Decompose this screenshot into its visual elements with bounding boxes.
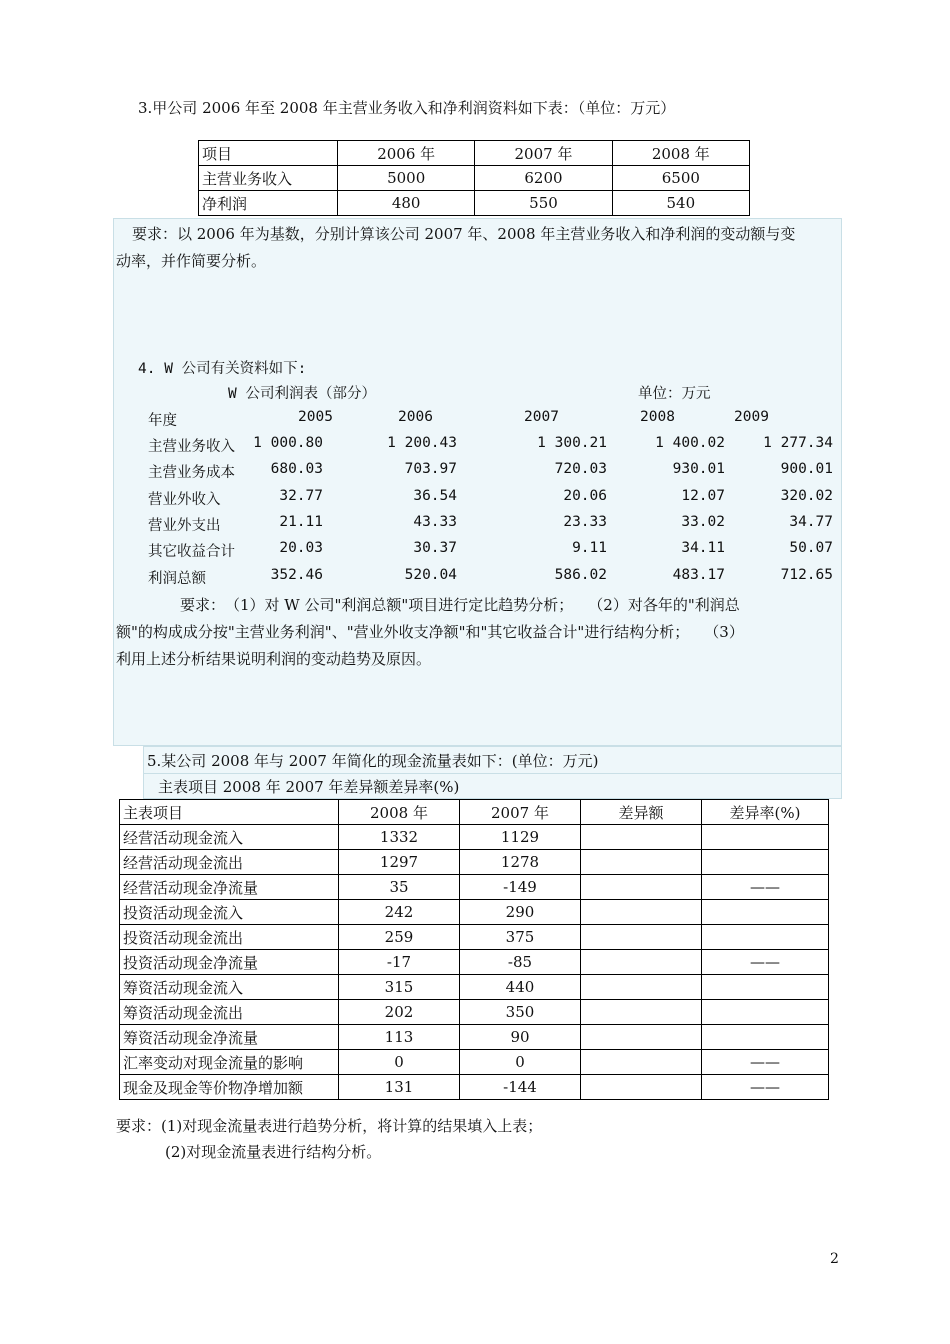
table-cell: 259 xyxy=(339,925,460,950)
table-cell xyxy=(581,950,702,975)
table-cell xyxy=(702,925,829,950)
table-row xyxy=(120,975,829,1000)
table-cell: -17 xyxy=(339,950,460,975)
q5-req-line: (2)对现金流量表进行结构分析。 xyxy=(165,1143,382,1161)
q4-unit: 单位：万元 xyxy=(638,386,711,402)
q4-year: 2005 xyxy=(298,409,333,425)
q4-value: 36.54 xyxy=(413,487,457,504)
q5-header-cell: 2007 年 xyxy=(460,800,581,825)
table-cell: 90 xyxy=(460,1025,581,1050)
q4-requirement xyxy=(116,592,840,673)
table-cell: 0 xyxy=(460,1050,581,1075)
page-number: 2 xyxy=(830,1251,839,1267)
q4-value: 520.04 xyxy=(404,566,457,583)
q5-header-cell: 差异率(%) xyxy=(702,800,829,825)
table-cell xyxy=(581,875,702,900)
q4-row-label: 主营业务成本 xyxy=(148,465,235,482)
table-cell xyxy=(702,975,829,1000)
q4-value: 23.33 xyxy=(563,513,607,530)
table-cell: —— xyxy=(702,1050,829,1075)
q4-value: 1 277.34 xyxy=(763,435,833,451)
q3-req-line: 动率，并作简要分析。 xyxy=(116,252,267,270)
table-cell: 汇率变动对现金流量的影响 xyxy=(120,1050,339,1075)
q4-value: 703.97 xyxy=(404,461,457,478)
q4-req-line: 要求： （1）对 W 公司"利润总额"项目进行定比趋势分析； （2）对各年的"利润总 xyxy=(180,596,740,614)
table-cell: —— xyxy=(702,1075,829,1100)
q4-value: 352.46 xyxy=(270,566,323,583)
q5-header-row xyxy=(120,800,829,825)
q4-year: 2007 xyxy=(524,409,559,425)
table-cell xyxy=(702,1025,829,1050)
q5-table-body xyxy=(120,825,829,1100)
q3-title: 3.甲公司 2006 年至 2008 年主营业务收入和净利润资料如下表：（单位：万元） xyxy=(138,99,676,117)
q3-req-line: 要求：以 2006 年为基数，分别计算该公司 2007 年、2008 年主营业务收入和净利润的变动额与变 xyxy=(132,225,796,243)
table-row xyxy=(120,1075,829,1100)
q5-header-cell: 主表项目 xyxy=(120,800,339,825)
q4-value: 20.03 xyxy=(279,540,323,557)
table-cell: 5000 xyxy=(338,166,475,191)
table-cell xyxy=(581,925,702,950)
table-cell: 440 xyxy=(460,975,581,1000)
q4-value: 1 300.21 xyxy=(537,435,607,451)
table-row xyxy=(120,1050,829,1075)
table-cell: 主营业务收入 xyxy=(199,166,338,191)
q3-header-row xyxy=(199,141,750,166)
table-cell: 480 xyxy=(338,191,475,216)
table-row xyxy=(120,900,829,925)
q4-value: 30.37 xyxy=(413,540,457,557)
table-cell: 1297 xyxy=(339,850,460,875)
table-cell: -144 xyxy=(460,1075,581,1100)
table-row xyxy=(199,166,750,191)
table-cell: 投资活动现金净流量 xyxy=(120,950,339,975)
table-cell: 113 xyxy=(339,1025,460,1050)
table-cell: 经营活动现金流出 xyxy=(120,850,339,875)
table-cell xyxy=(702,850,829,875)
q4-year: 2009 xyxy=(734,409,769,425)
table-cell xyxy=(581,825,702,850)
table-cell xyxy=(702,900,829,925)
q4-value: 720.03 xyxy=(554,461,607,478)
q4-title: 4. W 公司有关资料如下: xyxy=(138,361,307,377)
q3-requirement xyxy=(116,221,836,275)
q4-row-label: 营业外支出 xyxy=(148,517,221,534)
q4-value: 33.02 xyxy=(681,513,725,530)
table-cell xyxy=(581,1000,702,1025)
table-cell xyxy=(581,975,702,1000)
table-row xyxy=(120,1000,829,1025)
q3-header-cell: 2006 年 xyxy=(338,141,475,166)
table-cell: -149 xyxy=(460,875,581,900)
table-cell xyxy=(702,1000,829,1025)
q4-value: 21.11 xyxy=(279,513,323,530)
table-cell: 经营活动现金净流量 xyxy=(120,875,339,900)
q5-table xyxy=(119,799,829,1100)
q4-value: 12.07 xyxy=(681,487,725,504)
table-row xyxy=(120,950,829,975)
table-row xyxy=(120,850,829,875)
q4-value: 900.01 xyxy=(780,461,833,478)
table-cell xyxy=(702,825,829,850)
table-cell: 现金及现金等价物净增加额 xyxy=(120,1075,339,1100)
q4-row-label: 利润总额 xyxy=(148,570,206,587)
table-cell: 242 xyxy=(339,900,460,925)
table-cell: 经营活动现金流入 xyxy=(120,825,339,850)
q3-header-cell: 项目 xyxy=(199,141,338,166)
table-cell: 540 xyxy=(612,191,749,216)
q4-row-label: 其它收益合计 xyxy=(148,544,235,561)
q4-req-line: 利用上述分析结果说明利润的变动趋势及原因。 xyxy=(116,650,432,668)
table-cell: —— xyxy=(702,875,829,900)
table-cell: 投资活动现金流出 xyxy=(120,925,339,950)
table-cell xyxy=(581,1050,702,1075)
q4-value: 1 400.02 xyxy=(655,435,725,451)
q5-title: 5.某公司 2008 年与 2007 年简化的现金流量表如下：(单位：万元) xyxy=(147,752,599,770)
q4-value: 50.07 xyxy=(789,540,833,557)
q4-value: 680.03 xyxy=(270,461,323,478)
table-row xyxy=(120,925,829,950)
table-cell: 1278 xyxy=(460,850,581,875)
table-row xyxy=(120,875,829,900)
table-cell: 290 xyxy=(460,900,581,925)
q4-value: 1 000.80 xyxy=(253,435,323,451)
q4-req-line: 额"的构成成分按"主营业务利润"、"营业外收支净额"和"其它收益合计"进行结构分析； （3） xyxy=(116,623,744,641)
table-cell: 350 xyxy=(460,1000,581,1025)
q4-value: 34.11 xyxy=(681,540,725,557)
q4-value: 483.17 xyxy=(672,566,725,583)
q5-req-line: 要求：(1)对现金流量表进行趋势分析，将计算的结果填入上表； xyxy=(116,1117,543,1135)
table-cell xyxy=(581,900,702,925)
q3-header-cell: 2007 年 xyxy=(475,141,612,166)
table-cell: 投资活动现金流入 xyxy=(120,900,339,925)
table-cell: 202 xyxy=(339,1000,460,1025)
table-cell: 35 xyxy=(339,875,460,900)
q4-row-label: 营业外收入 xyxy=(148,491,221,508)
table-cell: -85 xyxy=(460,950,581,975)
table-cell: 6200 xyxy=(475,166,612,191)
q4-value: 34.77 xyxy=(789,513,833,530)
table-cell: 净利润 xyxy=(199,191,338,216)
table-cell: 1332 xyxy=(339,825,460,850)
table-cell: 131 xyxy=(339,1075,460,1100)
table-cell: 1129 xyxy=(460,825,581,850)
q4-value: 712.65 xyxy=(780,566,833,583)
q4-value: 32.77 xyxy=(279,487,323,504)
q4-year: 2006 xyxy=(398,409,433,425)
table-cell xyxy=(581,850,702,875)
q5-header-cell: 差异额 xyxy=(581,800,702,825)
table-cell: 550 xyxy=(475,191,612,216)
q4-year: 2008 xyxy=(640,409,675,425)
table-row xyxy=(120,1025,829,1050)
q3-header-cell: 2008 年 xyxy=(612,141,749,166)
table-cell xyxy=(581,1025,702,1050)
q4-row-label: 主营业务收入 xyxy=(148,439,235,455)
q3-table xyxy=(198,140,750,216)
table-cell: 0 xyxy=(339,1050,460,1075)
q4-value: 1 200.43 xyxy=(387,435,457,451)
q4-year-label: 年度 xyxy=(148,413,177,429)
q5-subtitle: 主表项目 2008 年 2007 年差异额差异率(%) xyxy=(158,778,460,796)
table-cell: 筹资活动现金流出 xyxy=(120,1000,339,1025)
q4-value: 20.06 xyxy=(563,487,607,504)
table-cell: 筹资活动现金流入 xyxy=(120,975,339,1000)
q4-value: 9.11 xyxy=(572,540,607,557)
table-cell: 6500 xyxy=(612,166,749,191)
q5-header-cell: 2008 年 xyxy=(339,800,460,825)
table-cell: 315 xyxy=(339,975,460,1000)
q4-table-title: W 公司利润表（部分） xyxy=(228,386,376,402)
table-cell: 375 xyxy=(460,925,581,950)
q4-value: 320.02 xyxy=(780,487,833,504)
q4-value: 586.02 xyxy=(554,566,607,583)
table-row xyxy=(199,191,750,216)
table-cell: 筹资活动现金净流量 xyxy=(120,1025,339,1050)
table-row xyxy=(120,825,829,850)
q4-value: 930.01 xyxy=(672,461,725,478)
q4-value: 43.33 xyxy=(413,513,457,530)
table-cell xyxy=(581,1075,702,1100)
table-cell: —— xyxy=(702,950,829,975)
